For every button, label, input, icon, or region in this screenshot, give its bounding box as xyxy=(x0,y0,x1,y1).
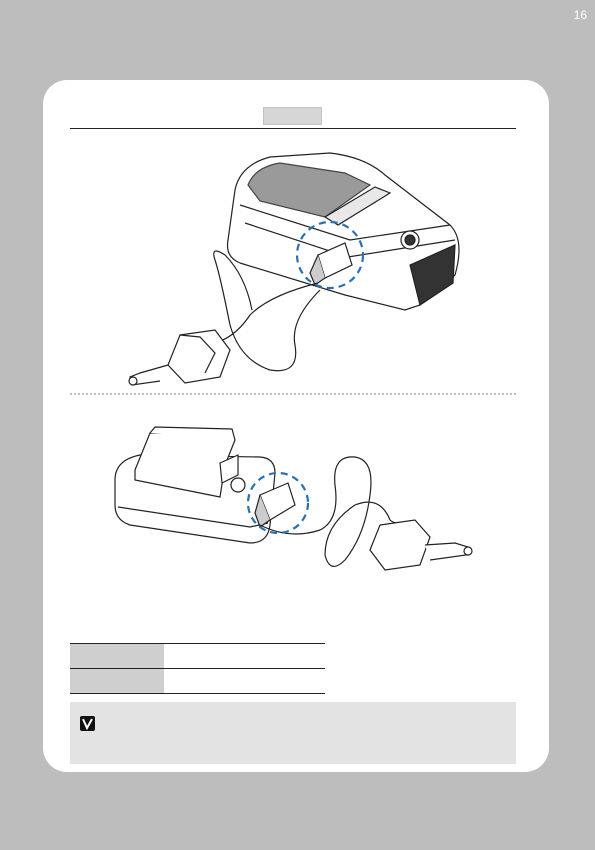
table-row xyxy=(70,644,325,669)
table-row xyxy=(70,669,325,694)
page-number: 16 xyxy=(573,8,587,22)
section-separator xyxy=(70,393,516,395)
section-title-tab xyxy=(263,107,322,125)
checkmark-icon xyxy=(80,716,95,731)
table-cell-label xyxy=(70,669,164,694)
printer-car-charger-illustration xyxy=(120,145,470,390)
table-cell-label xyxy=(70,644,164,669)
table-cell-value xyxy=(164,669,325,694)
cradle-car-charger-illustration xyxy=(110,425,480,585)
title-divider xyxy=(70,128,516,129)
note-box xyxy=(70,702,516,764)
spec-table xyxy=(70,643,325,694)
table-cell-value xyxy=(164,644,325,669)
